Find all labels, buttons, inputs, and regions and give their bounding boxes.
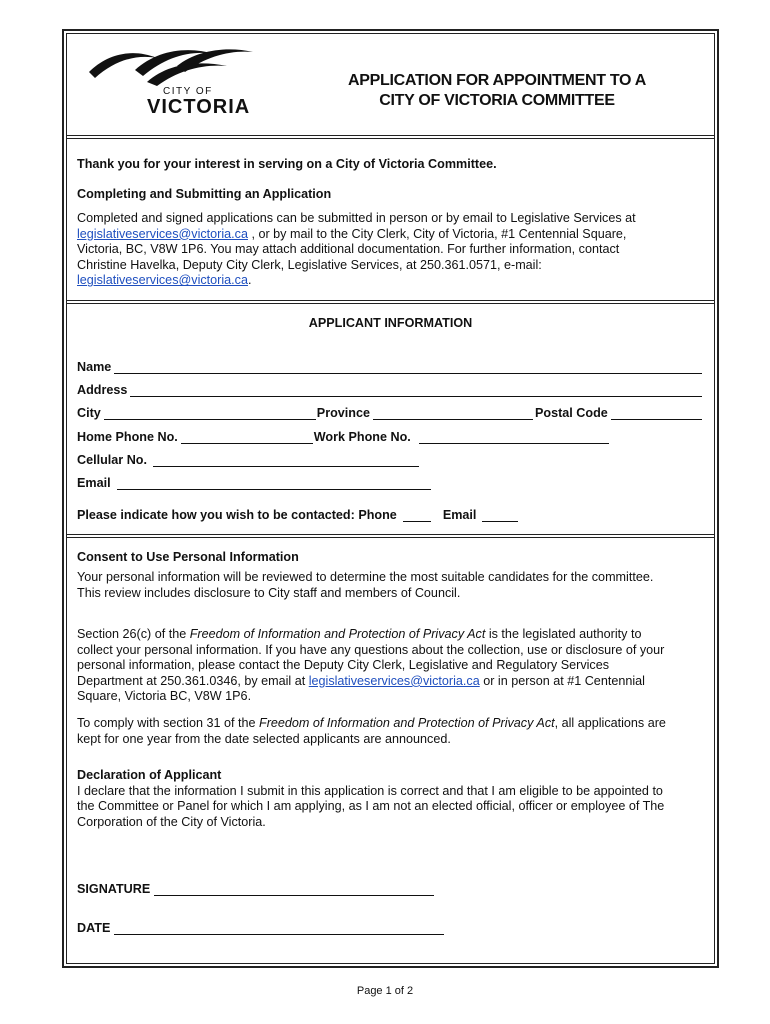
signature-row: SIGNATURE — [77, 878, 702, 896]
city-field[interactable] — [104, 407, 316, 420]
header-section — [67, 34, 714, 136]
date-row: DATE — [77, 917, 702, 935]
consent-section — [67, 537, 714, 963]
form-title: APPLICATION FOR APPOINTMENT TO A CITY OF VICTORIA COMMITTEE — [348, 72, 646, 109]
contact-pref-row: Please indicate how you wish to be contacted: Phone Email — [77, 504, 702, 522]
intro-section — [67, 138, 714, 301]
home-phone-field[interactable] — [181, 431, 313, 444]
signature-field[interactable] — [154, 883, 434, 896]
date-field[interactable] — [114, 922, 444, 935]
retention-paragraph: To comply with section 31 of the Freedom of Information and Protection of Privacy Act, all applications are kept for one year from the date selected applicants are announced. — [77, 716, 666, 746]
declaration: Declaration of Applicant I declare that the information I submit in this application is correct and that I am eligible to be appointed to the Committee or Panel for which I am applying, as I am not an elected official, officer or employee of The Corporation of the City of Victoria. — [77, 768, 707, 830]
name-field[interactable] — [114, 361, 702, 374]
declaration-heading: Declaration of Applicant — [77, 768, 222, 782]
svg-text:CITY OF: CITY OF — [163, 86, 213, 97]
email-link[interactable]: legislativeservices@victoria.ca — [77, 226, 248, 241]
svg-text:VICTORIA: VICTORIA — [147, 96, 251, 118]
cellular-row: Cellular No. — [77, 449, 702, 467]
submitting-body: Completed and signed applications can be submitted in person or by email to Legislative Services at legislativeservices@victoria.ca , or by mail to the City Clerk, City of Victoria, #1 Centennial Square, Victoria, BC, V8W 1P6. You may attach additional documentation. For further information, contact Christine Havelka, Deputy City Clerk, Legislative Services, at 250.361.0571, e-mail: legislativeservices@victoria.ca. — [77, 211, 636, 288]
thanks-text: Thank you for your interest in serving on a City of Victoria Committee. — [77, 157, 497, 171]
page-number: Page 1 of 2 — [356, 985, 414, 997]
phone-row: Home Phone No. Work Phone No. — [77, 426, 702, 444]
submitting-heading: Completing and Submitting an Application — [77, 187, 332, 201]
consent-heading: Consent to Use Personal Information — [77, 550, 299, 564]
address-row: Address — [77, 379, 702, 397]
email-row: Email — [77, 472, 702, 490]
work-phone-field[interactable] — [419, 431, 609, 444]
consent-body: Your personal information will be reviewed to determine the most suitable candidates for the committee. This review includes disclosure to City staff and members of Council. — [77, 570, 654, 600]
applicant-heading: APPLICANT INFORMATION — [308, 316, 473, 330]
cellular-field[interactable] — [153, 454, 419, 467]
province-field[interactable] — [373, 407, 533, 420]
address-field[interactable] — [130, 384, 702, 397]
city-row: City Province Postal Code — [77, 402, 702, 420]
consent-email-link[interactable]: legislativeservices@victoria.ca — [308, 673, 480, 688]
applicant-section — [67, 303, 714, 535]
contact-phone-field[interactable] — [403, 509, 431, 522]
email-field[interactable] — [117, 477, 431, 490]
city-of-victoria-logo — [87, 40, 257, 120]
postal-code-field[interactable] — [611, 407, 702, 420]
foi-paragraph: Section 26(c) of the Freedom of Information and Protection of Privacy Act is the legislated authority to collect your personal information. If you have any questions about the collection, use or disclosure of your personal information, please contact the Deputy City Clerk, Legislative and Regulatory Services Department at 250.361.0346, by email at legislativeservices@victoria.ca or in person at #1 Centennial Square, Victoria BC, V8W 1P6. — [77, 627, 665, 704]
form-frame — [62, 29, 719, 968]
contact-email-field[interactable] — [482, 509, 518, 522]
email-link-2[interactable]: legislativeservices@victoria.ca — [77, 273, 248, 288]
name-row: Name — [77, 356, 702, 374]
